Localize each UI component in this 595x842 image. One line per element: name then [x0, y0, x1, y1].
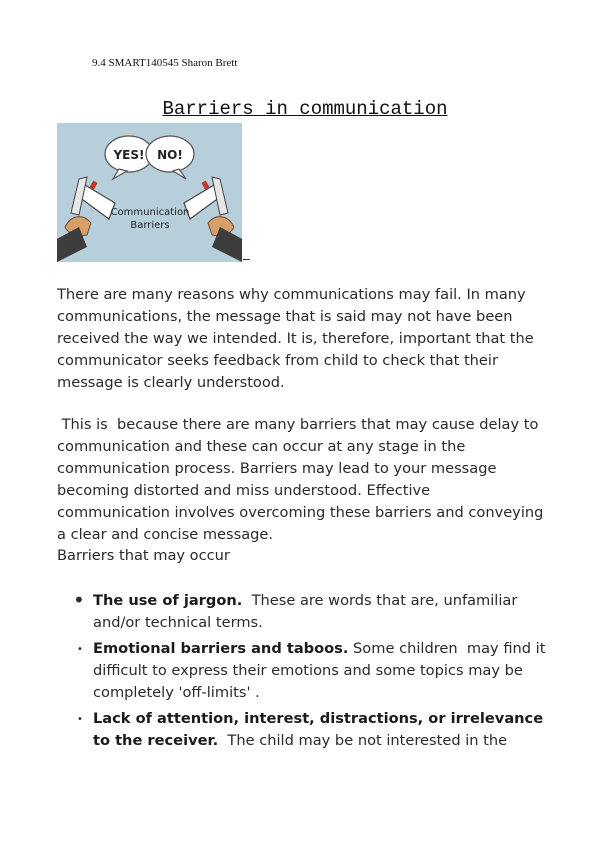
megaphones-illustration — [57, 123, 242, 262]
document-header: 9.4 SMART140545 Sharon Brett — [92, 57, 238, 69]
caption-line-2: Barriers — [130, 220, 170, 231]
bubble-no-text: NO! — [157, 148, 183, 162]
bullet-icon: • — [77, 644, 83, 655]
list-item — [57, 638, 551, 704]
list-item — [57, 590, 547, 634]
list-item — [57, 708, 547, 752]
barrier-description: The child may be not interested in the — [218, 732, 508, 749]
bubble-yes-text: YES! — [113, 148, 145, 162]
bullet-icon: • — [73, 588, 85, 612]
barrier-title: Emotional barriers and taboos. — [93, 640, 349, 657]
barrier-title: The use of jargon. — [93, 592, 243, 609]
communication-barriers-image — [57, 123, 242, 262]
paragraph-1: There are many reasons why communications may fail. In many communications, the message that is said may not have been received the way we intended. It is, therefore, important that the communicator seeks feedback from child to check that their message is clearly understood. — [57, 286, 534, 391]
text-cursor-underline — [243, 259, 250, 260]
barrier-title: Lack of attention, interest, distractions, or irrelevance to the receiver. — [93, 710, 544, 749]
caption-line-1: Communication — [110, 207, 190, 218]
barrier-description: These are words that are, unfamiliar and/or technical terms. — [93, 592, 522, 631]
barriers-list — [57, 588, 551, 756]
document-title: Barriers in communication — [162, 98, 448, 120]
paragraph-2: This is because there are many barriers that may cause delay to communication and these can occur at any stage in the communication process. Barriers may lead to your message becoming distorted and miss understood. Effective communication involves overcoming these barriers and conveying a clear and concise message. — [57, 416, 549, 543]
barriers-intro: Barriers that may occur — [57, 547, 230, 564]
barrier-description: Some children may find it difficult to express their emotions and some topics may be completely 'off-limits' . — [93, 640, 551, 701]
bullet-icon: • — [77, 714, 83, 725]
